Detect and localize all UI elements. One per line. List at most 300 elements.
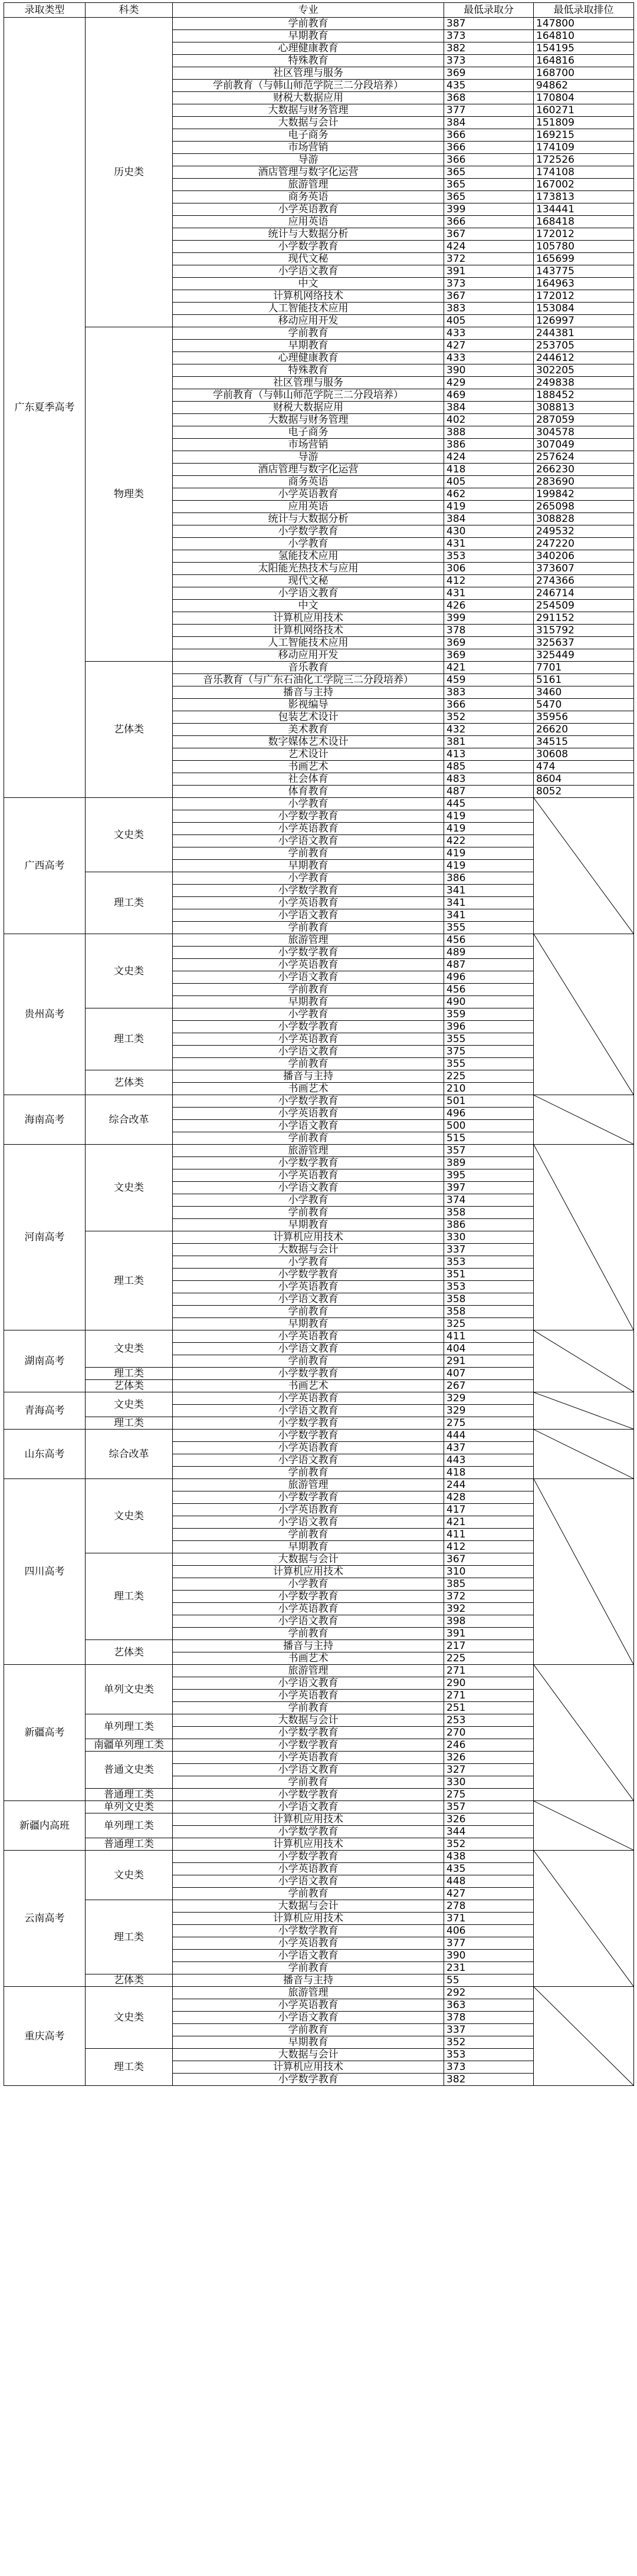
score-cell: 402 [444,414,534,426]
table-row [4,662,634,674]
major-cell: 小学语文教育 [173,1516,444,1529]
subject-cell: 南疆单列理工类 [86,1739,173,1752]
major-cell: 市场营销 [173,142,444,154]
major-cell: 计算机网络技术 [173,290,444,303]
score-cell: 357 [444,1801,534,1813]
score-cell: 225 [444,1652,534,1665]
score-cell: 373 [444,30,534,42]
subject-cell: 历史类 [86,18,173,327]
rank-cell: 287059 [534,414,634,426]
major-cell: 书画艺术 [173,1083,444,1095]
major-cell: 学前教育（与韩山师范学院三二分段培养） [173,389,444,402]
score-cell: 443 [444,1454,534,1467]
header-min-rank: 最低录取排位 [534,3,634,18]
category-cell: 广西高考 [4,798,86,934]
major-cell: 小学英语教育 [173,1603,444,1615]
score-cell: 267 [444,1380,534,1392]
major-cell: 小学语文教育 [173,1405,444,1417]
rank-cell: 5161 [534,674,634,686]
score-cell: 353 [444,550,534,563]
major-cell: 统计与大数据分析 [173,513,444,525]
subject-cell: 理工类 [86,1417,173,1430]
major-cell: 学前教育 [173,327,444,340]
empty-rank-diagonal [534,1392,634,1430]
category-cell: 青海高考 [4,1392,86,1430]
rank-cell: 153084 [534,303,634,315]
empty-rank-diagonal [534,1430,634,1479]
major-cell: 小学英语教育 [173,1169,444,1182]
major-cell: 太阳能光热技术与应用 [173,563,444,575]
rank-cell: 5470 [534,699,634,711]
major-cell: 播音与主持 [173,1640,444,1652]
major-cell: 小学英语教育 [173,1033,444,1046]
rank-cell: 3460 [534,686,634,699]
category-cell: 海南高考 [4,1095,86,1145]
major-cell: 小学英语教育 [173,1504,444,1516]
score-cell: 341 [444,909,534,922]
rank-cell: 8604 [534,773,634,786]
score-cell: 290 [444,1677,534,1690]
major-cell: 小学教育 [173,1578,444,1591]
major-cell: 早期教育 [173,2036,444,2049]
rank-cell: 325449 [534,649,634,662]
major-cell: 氢能技术应用 [173,550,444,563]
score-cell: 383 [444,303,534,315]
score-cell: 432 [444,724,534,736]
rank-cell: 249838 [534,377,634,389]
major-cell: 计算机应用技术 [173,1231,444,1244]
rank-cell: 134441 [534,203,634,216]
score-cell: 377 [444,104,534,117]
score-cell: 368 [444,92,534,104]
diagonal-line-icon [534,1665,633,1800]
category-cell: 四川高考 [4,1479,86,1665]
rank-cell: 174108 [534,166,634,179]
major-cell: 学前教育 [173,18,444,30]
score-cell: 357 [444,1145,534,1157]
score-cell: 426 [444,600,534,612]
score-cell: 383 [444,686,534,699]
major-cell: 移动应用开发 [173,315,444,327]
score-cell: 487 [444,959,534,971]
major-cell: 商务英语 [173,476,444,488]
major-cell: 体育教育 [173,786,444,798]
score-cell: 337 [444,2024,534,2036]
major-cell: 人工智能技术应用 [173,303,444,315]
score-cell: 407 [444,1368,534,1380]
major-cell: 应用英语 [173,501,444,513]
major-cell: 小学教育 [173,1194,444,1207]
score-cell: 437 [444,1442,534,1454]
major-cell: 小学英语教育 [173,1281,444,1293]
score-cell: 427 [444,340,534,352]
major-cell: 导游 [173,451,444,464]
major-cell: 小学语文教育 [173,1950,444,1962]
table-row [4,1095,634,1108]
score-cell: 372 [444,253,534,265]
major-cell: 小学数学教育 [173,885,444,897]
score-cell: 251 [444,1702,534,1714]
subject-cell: 艺体类 [86,1640,173,1665]
score-cell: 431 [444,587,534,600]
major-cell: 早期教育 [173,996,444,1008]
score-cell: 246 [444,1739,534,1752]
score-cell: 326 [444,1752,534,1764]
major-cell: 小学英语教育 [173,1752,444,1764]
score-cell: 448 [444,1875,534,1888]
score-cell: 433 [444,327,534,340]
major-cell: 大数据与会计 [173,1244,444,1256]
rank-cell: 173813 [534,191,634,203]
score-cell: 344 [444,1826,534,1838]
major-cell: 旅游管理 [173,1665,444,1677]
rank-cell: 315792 [534,625,634,637]
subject-cell: 理工类 [86,1553,173,1640]
rank-cell: 169215 [534,129,634,142]
major-cell: 小学数学教育 [173,241,444,253]
empty-rank-diagonal [534,1665,634,1801]
score-cell: 374 [444,1194,534,1207]
score-cell: 373 [444,2061,534,2074]
score-cell: 500 [444,1120,534,1132]
major-cell: 学前教育 [173,1776,444,1789]
rank-cell: 30608 [534,748,634,761]
major-cell: 书画艺术 [173,761,444,773]
score-cell: 462 [444,488,534,501]
major-cell: 小学语文教育 [173,1454,444,1467]
major-cell: 小学教育 [173,1256,444,1269]
diagonal-line-icon [534,1330,633,1392]
rank-cell: 168700 [534,67,634,80]
score-cell: 358 [444,1207,534,1219]
header-min-score: 最低录取分 [444,3,534,18]
major-cell: 早期教育 [173,860,444,872]
major-cell: 小学数学教育 [173,1368,444,1380]
rank-cell: 254509 [534,600,634,612]
subject-cell: 普通理工类 [86,1838,173,1851]
major-cell: 小学语文教育 [173,1615,444,1628]
major-cell: 数字媒体艺术设计 [173,736,444,748]
rank-cell: 172526 [534,154,634,166]
major-cell: 小学语文教育 [173,587,444,600]
table-row [4,1987,634,1999]
rank-cell: 174109 [534,142,634,154]
subject-cell: 综合改革 [86,1095,173,1145]
major-cell: 小学语文教育 [173,971,444,984]
major-cell: 小学语文教育 [173,1046,444,1058]
empty-rank-diagonal [534,1145,634,1330]
subject-cell: 文史类 [86,1851,173,1900]
score-cell: 353 [444,1281,534,1293]
score-cell: 456 [444,984,534,996]
rank-cell: 126997 [534,315,634,327]
major-cell: 学前教育 [173,1306,444,1318]
subject-cell: 文史类 [86,1392,173,1417]
subject-cell: 物理类 [86,327,173,662]
rank-cell: 249532 [534,525,634,538]
score-cell: 325 [444,1318,534,1330]
major-cell: 艺术设计 [173,748,444,761]
score-cell: 327 [444,1764,534,1776]
major-cell: 人工智能技术应用 [173,637,444,649]
diagonal-line-icon [534,1430,633,1478]
major-cell: 社会体育 [173,773,444,786]
category-cell: 新疆高考 [4,1665,86,1801]
score-cell: 244 [444,1479,534,1491]
major-cell: 大数据与财务管理 [173,414,444,426]
header-category: 录取类型 [4,3,86,18]
major-cell: 美术教育 [173,724,444,736]
score-cell: 369 [444,67,534,80]
score-cell: 421 [444,662,534,674]
rank-cell: 94862 [534,80,634,92]
major-cell: 小学语文教育 [173,909,444,922]
score-cell: 419 [444,847,534,860]
major-cell: 财税大数据应用 [173,402,444,414]
major-cell: 小学教育 [173,798,444,810]
score-cell: 419 [444,823,534,835]
major-cell: 书画艺术 [173,1652,444,1665]
score-cell: 366 [444,154,534,166]
rank-cell: 165699 [534,253,634,265]
major-cell: 酒店管理与数字化运营 [173,166,444,179]
major-cell: 学前教育 [173,1467,444,1479]
rank-cell: 308828 [534,513,634,525]
major-cell: 导游 [173,154,444,166]
diagonal-line-icon [534,798,633,934]
score-cell: 501 [444,1095,534,1108]
major-cell: 小学数学教育 [173,1417,444,1430]
score-cell: 430 [444,525,534,538]
score-cell: 419 [444,810,534,823]
major-cell: 小学数学教育 [173,1021,444,1033]
score-cell: 390 [444,1950,534,1962]
score-cell: 428 [444,1491,534,1504]
category-cell: 重庆高考 [4,1987,86,2086]
score-cell: 418 [444,1467,534,1479]
rank-cell: 244612 [534,352,634,364]
rank-cell: 172012 [534,228,634,241]
major-cell: 学前教育 [173,1058,444,1070]
major-cell: 大数据与会计 [173,1714,444,1727]
score-cell: 306 [444,563,534,575]
major-cell: 小学语文教育 [173,835,444,847]
score-cell: 429 [444,377,534,389]
score-cell: 419 [444,860,534,872]
major-cell: 早期教育 [173,30,444,42]
table-row [4,1330,634,1343]
rank-cell: 308813 [534,402,634,414]
table-row [4,1145,634,1157]
rank-cell: 283690 [534,476,634,488]
major-cell: 学前教育 [173,1207,444,1219]
category-cell: 河南高考 [4,1145,86,1330]
major-cell: 小学数学教育 [173,1095,444,1108]
major-cell: 小学语文教育 [173,1875,444,1888]
subject-cell: 综合改革 [86,1430,173,1479]
diagonal-line-icon [534,1392,633,1429]
major-cell: 早期教育 [173,1318,444,1330]
score-cell: 291 [444,1355,534,1368]
major-cell: 小学数学教育 [173,1491,444,1504]
score-cell: 366 [444,699,534,711]
major-cell: 学前教育 [173,2024,444,2036]
diagonal-line-icon [534,1851,633,1986]
score-cell: 392 [444,1603,534,1615]
diagonal-line-icon [534,934,633,1095]
table-row [4,1801,634,1813]
major-cell: 计算机应用技术 [173,1813,444,1826]
subject-cell: 理工类 [86,1368,173,1380]
score-cell: 366 [444,142,534,154]
table-row [4,1430,634,1442]
major-cell: 小学数学教育 [173,1727,444,1739]
major-cell: 小学教育 [173,538,444,550]
score-cell: 459 [444,674,534,686]
major-cell: 小学数学教育 [173,525,444,538]
score-cell: 382 [444,42,534,55]
rank-cell: 266230 [534,464,634,476]
major-cell: 商务英语 [173,191,444,203]
empty-rank-diagonal [534,1851,634,1987]
major-cell: 小学数学教育 [173,1851,444,1863]
score-cell: 435 [444,80,534,92]
score-cell: 363 [444,1999,534,2012]
rank-cell: 35956 [534,711,634,724]
major-cell: 小学英语教育 [173,1937,444,1950]
major-cell: 小学英语教育 [173,1330,444,1343]
score-cell: 391 [444,1628,534,1640]
category-cell: 新疆内高班 [4,1801,86,1851]
major-cell: 计算机应用技术 [173,2061,444,2074]
score-cell: 485 [444,761,534,773]
major-cell: 学前教育 [173,1529,444,1541]
score-cell: 371 [444,1913,534,1925]
table-row [4,18,634,30]
diagonal-line-icon [534,1479,633,1664]
score-cell: 418 [444,464,534,476]
score-cell: 367 [444,290,534,303]
rank-cell: 168418 [534,216,634,228]
table-row [4,1665,634,1677]
major-cell: 旅游管理 [173,1987,444,1999]
score-cell: 438 [444,1851,534,1863]
major-cell: 小学语文教育 [173,1120,444,1132]
subject-cell: 单列理工类 [86,1714,173,1739]
major-cell: 小学英语教育 [173,959,444,971]
subject-cell: 普通文史类 [86,1752,173,1789]
major-cell: 小学数学教育 [173,2074,444,2086]
score-cell: 496 [444,971,534,984]
subject-cell: 文史类 [86,934,173,1008]
major-cell: 早期教育 [173,1219,444,1231]
major-cell: 书画艺术 [173,1380,444,1392]
score-cell: 431 [444,538,534,550]
major-cell: 社区管理与服务 [173,377,444,389]
score-cell: 337 [444,1244,534,1256]
subject-cell: 单列理工类 [86,1813,173,1838]
table-row [4,1479,634,1491]
diagonal-line-icon [534,1987,633,2085]
score-cell: 487 [444,786,534,798]
major-cell: 小学英语教育 [173,203,444,216]
score-cell: 353 [444,1256,534,1269]
score-cell: 341 [444,897,534,909]
major-cell: 应用英语 [173,216,444,228]
major-cell: 小学英语教育 [173,897,444,909]
major-cell: 小学语文教育 [173,1343,444,1355]
major-cell: 心理健康教育 [173,42,444,55]
score-cell: 377 [444,1937,534,1950]
rank-cell: 257624 [534,451,634,464]
rank-cell: 26620 [534,724,634,736]
major-cell: 现代文秘 [173,575,444,587]
major-cell: 小学数学教育 [173,947,444,959]
major-cell: 小学英语教育 [173,1392,444,1405]
score-cell: 329 [444,1405,534,1417]
score-cell: 329 [444,1392,534,1405]
major-cell: 小学数学教育 [173,1826,444,1838]
score-cell: 358 [444,1306,534,1318]
score-cell: 278 [444,1900,534,1913]
major-cell: 小学语文教育 [173,1677,444,1690]
score-cell: 381 [444,736,534,748]
major-cell: 旅游管理 [173,179,444,191]
score-cell: 369 [444,637,534,649]
diagonal-line-icon [534,1145,633,1330]
rank-cell: 253705 [534,340,634,352]
rank-cell: 325637 [534,637,634,649]
subject-cell: 文史类 [86,1145,173,1231]
major-cell: 学前教育 [173,984,444,996]
rank-cell: 199842 [534,488,634,501]
score-cell: 271 [444,1665,534,1677]
major-cell: 小学语文教育 [173,1764,444,1776]
score-cell: 391 [444,265,534,278]
table-row [4,798,634,810]
major-cell: 小学英语教育 [173,1108,444,1120]
subject-cell: 艺体类 [86,1380,173,1392]
major-cell: 计算机应用技术 [173,1566,444,1578]
score-cell: 399 [444,203,534,216]
major-cell: 学前教育 [173,1962,444,1974]
major-cell: 音乐教育 [173,662,444,674]
score-cell: 386 [444,1219,534,1231]
rank-cell: 105780 [534,241,634,253]
major-cell: 学前教育 [173,1628,444,1640]
rank-cell: 244381 [534,327,634,340]
score-cell: 366 [444,129,534,142]
major-cell: 中文 [173,600,444,612]
major-cell: 学前教育 [173,922,444,934]
rank-cell: 160271 [534,104,634,117]
major-cell: 计算机网络技术 [173,625,444,637]
score-cell: 351 [444,1269,534,1281]
score-cell: 483 [444,773,534,786]
score-cell: 388 [444,426,534,439]
major-cell: 小学英语教育 [173,823,444,835]
score-cell: 373 [444,278,534,290]
rank-cell: 170804 [534,92,634,104]
major-cell: 旅游管理 [173,934,444,947]
rank-cell: 164816 [534,55,634,67]
major-cell: 心理健康教育 [173,352,444,364]
major-cell: 小学数学教育 [173,810,444,823]
subject-cell: 理工类 [86,2049,173,2086]
rank-cell: 474 [534,761,634,773]
score-cell: 253 [444,1714,534,1727]
major-cell: 小学教育 [173,872,444,885]
